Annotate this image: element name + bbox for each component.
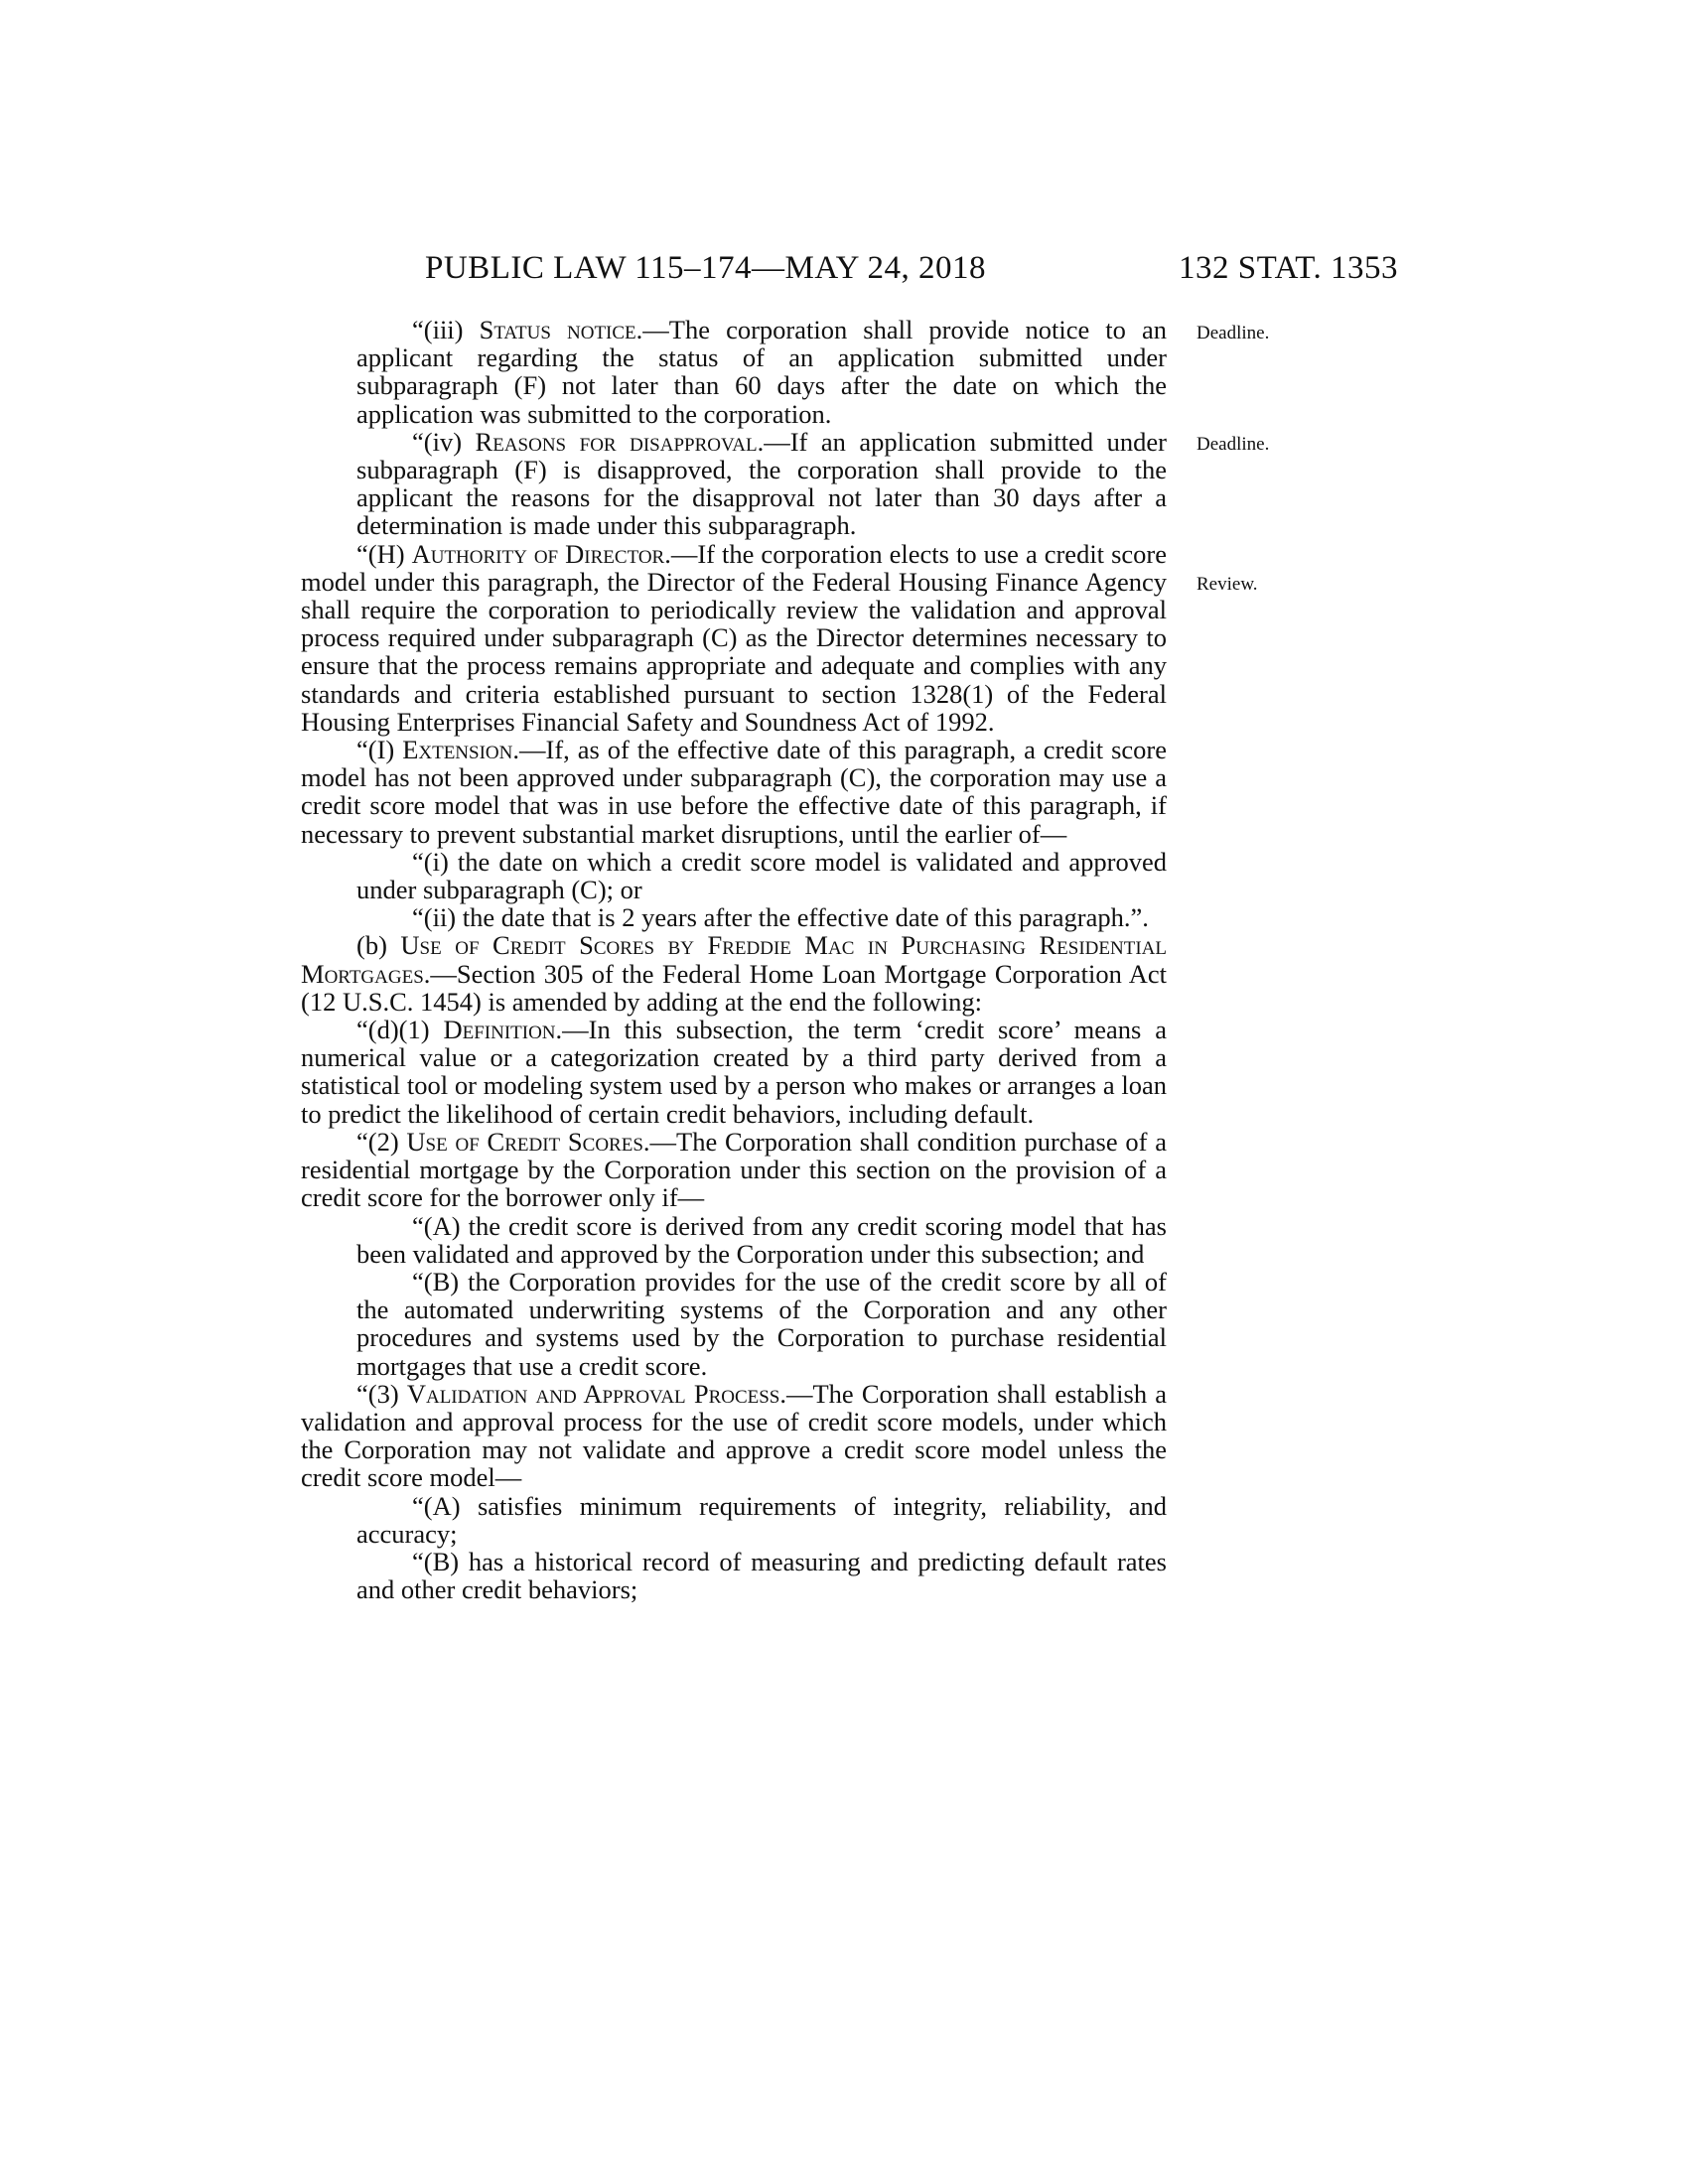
subparagraph-extension: “(I) Extension.—If, as of the effective date of this paragraph, a credit score model has not been approved under subparagraph (C), the corporation may use a credit score model that was in use before the effective date of this paragraph, if necessary to prevent substantial market disruptions, until the earlier of— bbox=[301, 735, 1167, 849]
margin-note-deadline: Deadline. bbox=[1196, 323, 1270, 343]
section-b-freddie-mac: (b) Use of Credit Scores by Freddie Mac in Purchasing Residential Mortgages.—Section 305 of the Federal Home Loan Mortgage Corporation Act (12 U.S.C. 1454) is amended by adding at the end the following: bbox=[301, 930, 1167, 1017]
paragraph-validation-and-approval: “(3) Validation and Approval Process.—The Corporation shall establish a validation and approval process for the use of credit score models, under which the Corporation may not validate and approve a credit score model unless the credit score model— bbox=[301, 1378, 1167, 1493]
clause-i: “(i) the date on which a credit score model is validated and approved under subparagraph (C); or bbox=[356, 846, 1167, 905]
document-body bbox=[301, 316, 1167, 1603]
subparagraph-b-historical-record: “(B) has a historical record of measuring and predicting default rates and other credit behaviors; bbox=[356, 1546, 1167, 1605]
subparagraph-b: “(B) the Corporation provides for the use of the credit score by all of the automated underwriting systems of the Corporation and any other procedures and systems used by the Corporation to purchase residential mortgages that use a credit score. bbox=[356, 1266, 1167, 1381]
clause-ii: “(ii) the date that is 2 years after the effective date of this paragraph.”. bbox=[412, 902, 1149, 933]
subparagraph-a-integrity: “(A) satisfies minimum requirements of integrity, reliability, and accuracy; bbox=[356, 1490, 1167, 1549]
margin-note-deadline: Deadline. bbox=[1196, 434, 1270, 455]
paragraph-definition: “(d)(1) Definition.—In this subsection, the term ‘credit score’ means a numerical value or a categorization created by a third party derived from a statistical tool or modeling system used by a person who makes or arranges a loan to predict the likelihood of certain credit behaviors, including default. bbox=[301, 1015, 1168, 1129]
subparagraph-authority-of-director: “(H) Authority of Director.—If the corporation elects to use a credit score model under this paragraph, the Director of the Federal Housing Finance Agency shall require the corporation to periodically review the validation and approval process required under subparagraph (C) as the Director determines necessary to ensure that the process remains appropriate and adequate and complies with any standards and criteria established pursuant to section 1328(1) of the Federal Housing Enterprises Financial Safety and Soundness Act of 1992. bbox=[301, 538, 1167, 737]
clause-status-notice: “(iii) Status notice.—The corporation shall provide notice to an applicant regarding the status of an application submitted under subparagraph (F) not later than 60 days after the date on which the application was submitted to the corporation. bbox=[356, 315, 1167, 429]
margin-note-review: Review. bbox=[1196, 574, 1258, 595]
subparagraph-a: “(A) the credit score is derived from any credit scoring model that has been validated and approved by the Corporation under this subsection; and bbox=[356, 1210, 1167, 1269]
running-head-title: PUBLIC LAW 115–174—MAY 24, 2018 bbox=[425, 250, 987, 286]
clause-reasons-for-disapproval: “(iv) Reasons for disapproval.—If an application submitted under subparagraph (F) is disapproved, the corporation shall provide to the applicant the reasons for the disapproval not later than 30 days after a determination is made under this subparagraph. bbox=[356, 426, 1167, 541]
paragraph-use-of-credit-scores: “(2) Use of Credit Scores.—The Corporation shall condition purchase of a residential mortgage by the Corporation under this section on the provision of a credit score for the borrower only if— bbox=[301, 1126, 1167, 1213]
statute-page-number: 132 STAT. 1353 bbox=[1179, 250, 1399, 286]
